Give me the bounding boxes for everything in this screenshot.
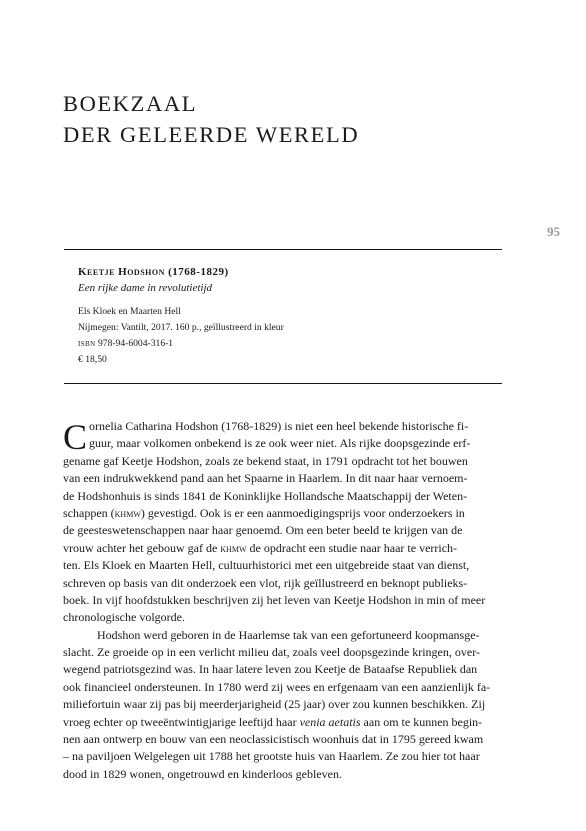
body-line: chronologische volgorde. [63,610,185,625]
isbn-value: 978-94-6004-316-1 [97,338,174,349]
body-line: ook financieel ondersteunen. In 1780 werd zij wees en erfgenaam van een aanzienlijk fa- [63,679,491,694]
page-number: 95 [547,224,560,239]
body-line: schreven op basis van dit onderzoek een vlot, rijk geïllustreerd en beknopt publieks- [63,575,468,590]
body-text-run: aan om te kunnen begin- [360,714,483,729]
body-line [63,505,521,522]
body-line: dood in 1829 wonen, ongetrouwd en kinderloos gebleven. [63,766,342,781]
journal-title-line-2: DER GELEERDE WERELD [63,122,360,147]
review-body [63,418,521,783]
body-line: boek. In vijf hoofdstukken beschrijven zij het leven van Keetje Hodshon in min of meer [63,592,486,607]
khmw-abbreviation: khmw [220,540,247,555]
body-line: miliefortuin waar zij pas bij meerderjarigheid (25 jaar) over zou kunnen beschikken. Zij [63,697,486,712]
book-title: Keetje Hodshon (1768-1829) [78,266,229,278]
bottom-divider [64,383,502,384]
body-line: de Hodshonhuis is sinds 1841 de Koninklijke Hollandsche Maatschappij der Weten- [63,488,468,503]
book-price: € 18,50 [78,354,107,365]
body-line: van een indrukwekkend pand aan het Spaarne in Haarlem. In dit naar haar vernoem- [63,471,468,486]
book-review-header [78,264,498,368]
body-line [63,540,521,557]
top-divider [64,249,502,250]
body-text-run: vroeg echter op tweeëntwintigjarige leeftijd haar [63,714,300,729]
body-line: Hodshon werd geboren in de Haarlemse tak van een gefortuneerd koopmansge- [97,627,480,642]
body-line: nen aan ontwerp en bouw van een neoclassicistisch woonhuis dat in 1795 gereed kwam [63,732,484,747]
body-line: ornelia Catharina Hodshon (1768-1829) is niet een heel bekende historische fi- [89,419,469,433]
body-text-run: de opdracht een studie naar haar te verrich- [246,540,458,555]
body-line: wegend patriotsgezind was. In haar latere leven zou Keetje de Bataafse Republiek dan [63,662,478,677]
book-publication: Nijmegen: Vantilt, 2017. 160 p., geïllustreerd in kleur [78,322,284,333]
body-line [63,714,521,731]
body-line: slacht. Ze groeide op in een verlicht milieu dat, zoals veel doopsgezinde kringen, over- [63,645,480,660]
body-line: ten. Els Kloek en Maarten Hell, cultuurhistorici met een uitgebreide staat van dienst, [63,558,470,573]
body-line: de geesteswetenschappen naar haar genoemd. Om een beter beeld te krijgen van de [63,523,463,538]
latin-term: venia aetatis [299,714,361,729]
journal-title-line-1: BOEKZAAL [63,91,198,116]
journal-header [63,88,359,150]
book-isbn [78,336,498,352]
drop-cap: C [63,417,88,457]
body-text-run: ) gevestigd. Ook is er een aanmoedigingsprijs voor onderzoekers in [140,505,465,520]
body-text-run: vrouw achter het gebouw gaf de [63,540,221,555]
body-text-run: schappen ( [63,505,115,520]
body-line: gename gaf Keetje Hodshon, zoals ze bekend staat, in 1791 opdracht tot het bouwen [63,453,468,468]
isbn-label: isbn [78,338,96,349]
body-line: – na paviljoen Welgelegen uit 1788 het grootste huis van Haarlem. Ze zou hier tot haar [63,749,480,764]
body-line: guur, maar volkomen onbekend is ze ook weer niet. Als rijke doopsgezinde erf- [89,436,471,451]
book-authors: Els Kloek en Maarten Hell [78,306,181,317]
khmw-abbreviation: khmw [114,505,141,520]
book-subtitle: Een rijke dame in revolutietijd [78,282,212,294]
